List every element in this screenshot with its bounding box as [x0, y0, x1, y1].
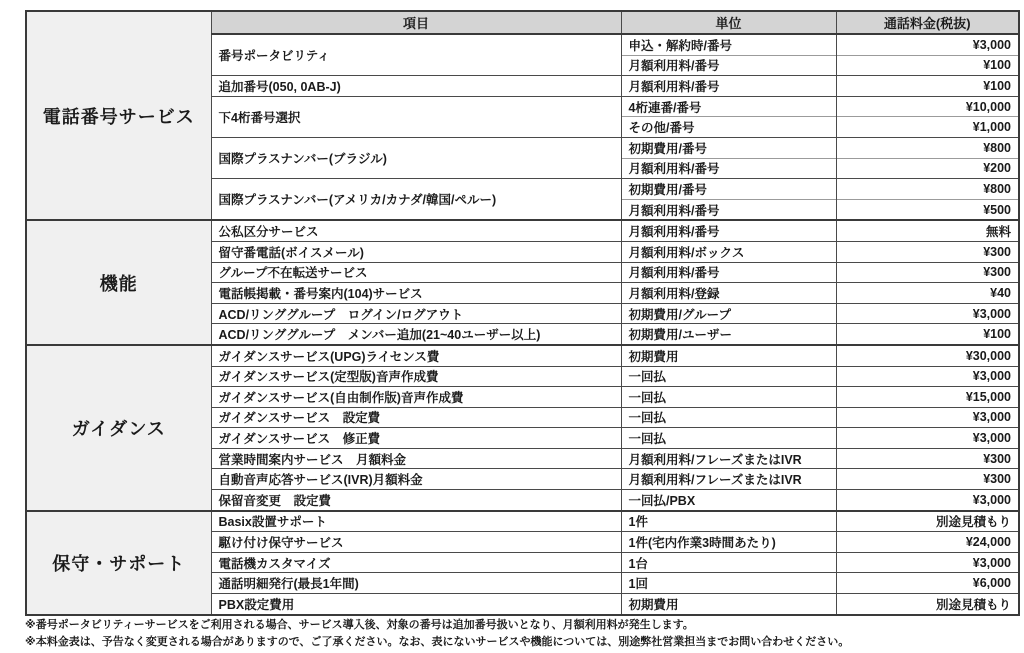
unit-cell: 月額利用料/番号 — [621, 76, 836, 97]
price-cell: 別途見積もり — [836, 594, 1019, 615]
item-cell: 電話機カスタマイズ — [211, 552, 621, 573]
price-cell: ¥3,000 — [836, 490, 1019, 511]
price-cell: ¥1,000 — [836, 117, 1019, 138]
item-cell: 追加番号(050, 0AB-J) — [211, 76, 621, 97]
unit-cell: 初期費用 — [621, 594, 836, 615]
price-cell: ¥100 — [836, 324, 1019, 345]
price-cell: ¥300 — [836, 262, 1019, 283]
price-cell: ¥100 — [836, 55, 1019, 76]
item-cell: 営業時間案内サービス 月額料金 — [211, 448, 621, 469]
price-table-body — [26, 11, 1019, 615]
table-row — [26, 220, 1019, 241]
price-cell: ¥6,000 — [836, 573, 1019, 594]
unit-cell: 月額利用料/番号 — [621, 199, 836, 220]
item-cell: 自動音声応答サービス(IVR)月額料金 — [211, 469, 621, 490]
column-header: 通話料金(税抜) — [836, 11, 1019, 34]
table-header-row — [26, 11, 1019, 34]
unit-cell: 初期費用/グループ — [621, 303, 836, 324]
price-cell: ¥24,000 — [836, 532, 1019, 553]
price-cell: ¥40 — [836, 283, 1019, 304]
price-cell: ¥3,000 — [836, 366, 1019, 387]
item-cell: PBX設定費用 — [211, 594, 621, 615]
unit-cell: 一回払 — [621, 407, 836, 428]
unit-cell: 月額利用料/登録 — [621, 283, 836, 304]
item-cell: 番号ポータビリティ — [211, 34, 621, 76]
item-cell: ACD/リンググループ ログイン/ログアウト — [211, 303, 621, 324]
unit-cell: 1件 — [621, 511, 836, 532]
item-cell: 保留音変更 設定費 — [211, 490, 621, 511]
unit-cell: 一回払/PBX — [621, 490, 836, 511]
item-cell: ガイダンスサービス(定型版)音声作成費 — [211, 366, 621, 387]
price-cell: ¥3,000 — [836, 552, 1019, 573]
unit-cell: 1件(宅内作業3時間あたり) — [621, 532, 836, 553]
unit-cell: 月額利用料/番号 — [621, 55, 836, 76]
unit-cell: 一回払 — [621, 366, 836, 387]
price-cell: ¥30,000 — [836, 345, 1019, 366]
unit-cell: 一回払 — [621, 387, 836, 408]
price-cell: 無料 — [836, 220, 1019, 241]
item-cell: 公私区分サービス — [211, 220, 621, 241]
price-cell: ¥300 — [836, 448, 1019, 469]
price-cell: ¥15,000 — [836, 387, 1019, 408]
price-table — [25, 10, 1020, 616]
unit-cell: 1回 — [621, 573, 836, 594]
table-row — [26, 511, 1019, 532]
price-cell: ¥500 — [836, 199, 1019, 220]
unit-cell: 初期費用/番号 — [621, 179, 836, 200]
footnote: ※本料金表は、予告なく変更される場合がありますので、ご了承ください。なお、表にないサービスや機能については、別途弊社営業担当までお問い合わせください。 — [25, 636, 850, 649]
footnotes — [25, 617, 849, 651]
unit-cell: 月額利用料/フレーズまたはIVR — [621, 448, 836, 469]
item-cell: ガイダンスサービス(自由制作版)音声作成費 — [211, 387, 621, 408]
item-cell: 駆け付け保守サービス — [211, 532, 621, 553]
item-cell: ガイダンスサービス 設定費 — [211, 407, 621, 428]
unit-cell: 初期費用/番号 — [621, 137, 836, 158]
price-cell: ¥300 — [836, 469, 1019, 490]
unit-cell: 月額利用料/ボックス — [621, 241, 836, 262]
price-cell: ¥3,000 — [836, 303, 1019, 324]
item-cell: 通話明細発行(最長1年間) — [211, 573, 621, 594]
unit-cell: 月額利用料/番号 — [621, 158, 836, 179]
price-cell: ¥3,000 — [836, 407, 1019, 428]
item-cell: ACD/リンググループ メンバー追加(21~40ユーザー以上) — [211, 324, 621, 345]
price-cell: ¥3,000 — [836, 428, 1019, 449]
category-cell: ガイダンス — [26, 345, 211, 511]
column-header: 単位 — [621, 11, 836, 34]
unit-cell: その他/番号 — [621, 117, 836, 138]
price-cell: 別途見積もり — [836, 511, 1019, 532]
price-cell: ¥10,000 — [836, 96, 1019, 117]
item-cell: ガイダンスサービス(UPG)ライセンス費 — [211, 345, 621, 366]
item-cell: Basix設置サポート — [211, 511, 621, 532]
price-cell: ¥300 — [836, 241, 1019, 262]
category-cell: 保守・サポート — [26, 511, 211, 615]
price-cell: ¥200 — [836, 158, 1019, 179]
price-cell: ¥100 — [836, 76, 1019, 97]
unit-cell: 月額利用料/番号 — [621, 262, 836, 283]
item-cell: 下4桁番号選択 — [211, 96, 621, 137]
price-cell: ¥800 — [836, 179, 1019, 200]
unit-cell: 月額利用料/番号 — [621, 220, 836, 241]
price-cell: ¥3,000 — [836, 34, 1019, 55]
category-cell: 電話番号サービス — [26, 11, 211, 220]
unit-cell: 4桁連番/番号 — [621, 96, 836, 117]
category-cell: 機能 — [26, 220, 211, 345]
unit-cell: 一回払 — [621, 428, 836, 449]
column-header: 項目 — [211, 11, 621, 34]
item-cell: グループ不在転送サービス — [211, 262, 621, 283]
unit-cell: 申込・解約時/番号 — [621, 34, 836, 55]
unit-cell: 月額利用料/フレーズまたはIVR — [621, 469, 836, 490]
item-cell: 国際プラスナンバー(ブラジル) — [211, 137, 621, 178]
unit-cell: 初期費用/ユーザー — [621, 324, 836, 345]
item-cell: 国際プラスナンバー(アメリカ/カナダ/韓国/ペルー) — [211, 179, 621, 221]
item-cell: ガイダンスサービス 修正費 — [211, 428, 621, 449]
unit-cell: 初期費用 — [621, 345, 836, 366]
item-cell: 留守番電話(ボイスメール) — [211, 241, 621, 262]
price-cell: ¥800 — [836, 137, 1019, 158]
item-cell: 電話帳掲載・番号案内(104)サービス — [211, 283, 621, 304]
unit-cell: 1台 — [621, 552, 836, 573]
table-row — [26, 345, 1019, 366]
footnote: ※番号ポータビリティーサービスをご利用される場合、サービス導入後、対象の番号は追加番号扱いとなり、月額利用料が発生します。 — [25, 619, 694, 631]
